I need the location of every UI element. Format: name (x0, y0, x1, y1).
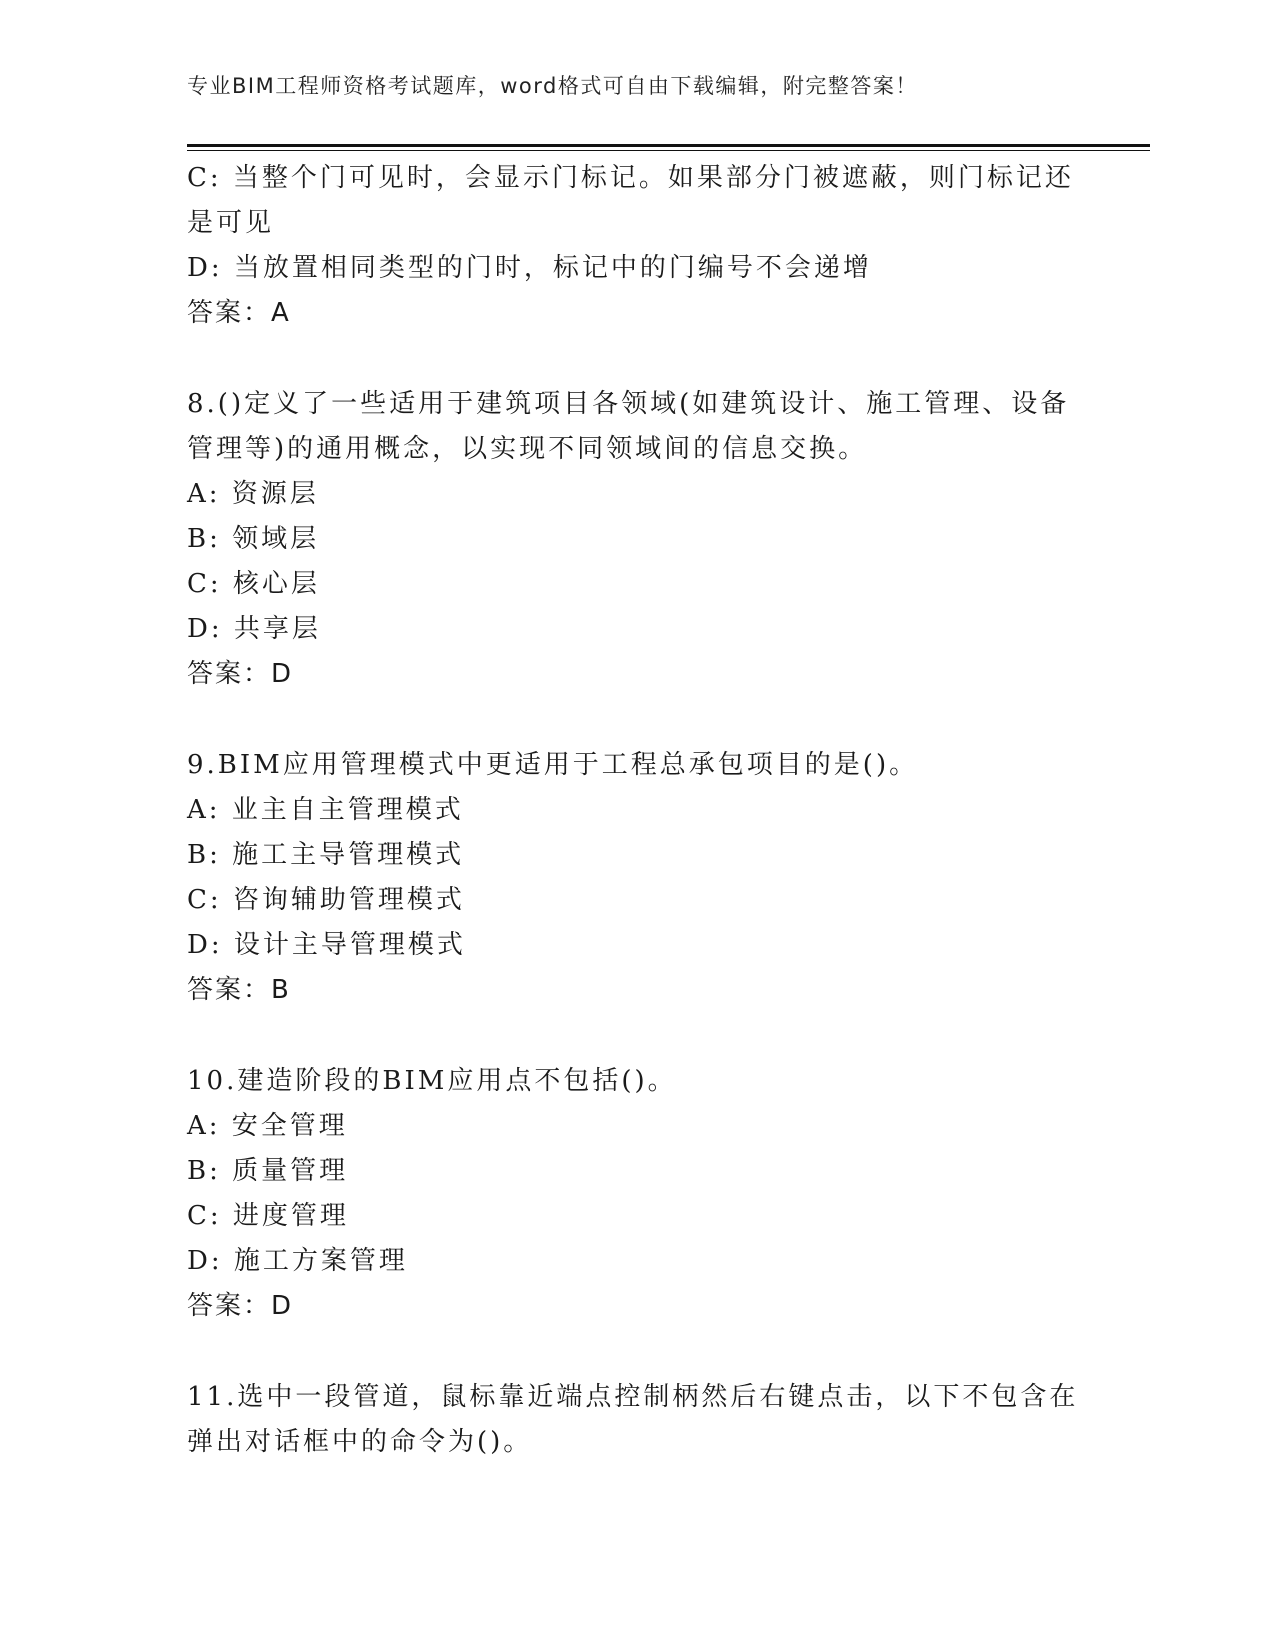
question-line: D: 设计主导管理模式 (187, 930, 466, 960)
answer-line: 答案：B (187, 975, 291, 1005)
question-line: B: 质量管理 (187, 1156, 349, 1186)
question-line: 8.()定义了一些适用于建筑项目各领域(如建筑设计、施工管理、设备 (187, 389, 1070, 419)
question-line: 9.BIM应用管理模式中更适用于工程总承包项目的是()。 (187, 750, 919, 780)
question-line: D: 当放置相同类型的门时，标记中的门编号不会递增 (187, 253, 872, 283)
question-spacer (187, 336, 1087, 382)
answer-line: 答案：A (187, 298, 291, 328)
question-line: C: 当整个门可见时，会显示门标记。如果部分门被遮蔽，则门标记还 (187, 163, 1074, 193)
question-spacer (187, 697, 1087, 743)
header-rule-thick (187, 144, 1150, 147)
question-line: 管理等)的通用概念，以实现不同领域间的信息交换。 (187, 434, 868, 464)
question-line: A: 业主自主管理模式 (187, 795, 464, 825)
answer-line: 答案：D (187, 659, 294, 689)
question-spacer (187, 1329, 1087, 1375)
question-line: C: 进度管理 (187, 1201, 349, 1231)
question-line: D: 施工方案管理 (187, 1246, 408, 1276)
question-line: 10.建造阶段的BIM应用点不包括()。 (187, 1066, 677, 1096)
question-line: A: 资源层 (187, 479, 319, 509)
answer-line: 答案：D (187, 1291, 294, 1321)
page-header: 专业BIM工程师资格考试题库，word格式可自由下载编辑，附完整答案！ (187, 74, 918, 98)
question-line: 11.选中一段管道，鼠标靠近端点控制柄然后右键点击，以下不包含在 (187, 1382, 1079, 1412)
question-line: 是可见 (187, 208, 275, 238)
question-line: B: 领域层 (187, 524, 320, 554)
header-rule-thin (187, 150, 1150, 151)
question-line: A: 安全管理 (187, 1111, 348, 1141)
question-line: B: 施工主导管理模式 (187, 840, 465, 870)
question-line: D: 共享层 (187, 614, 321, 644)
question-spacer (187, 1013, 1087, 1059)
question-content (187, 156, 1087, 1465)
question-line: C: 咨询辅助管理模式 (187, 885, 465, 915)
question-line: 弹出对话框中的命令为()。 (187, 1427, 533, 1457)
question-line: C: 核心层 (187, 569, 320, 599)
